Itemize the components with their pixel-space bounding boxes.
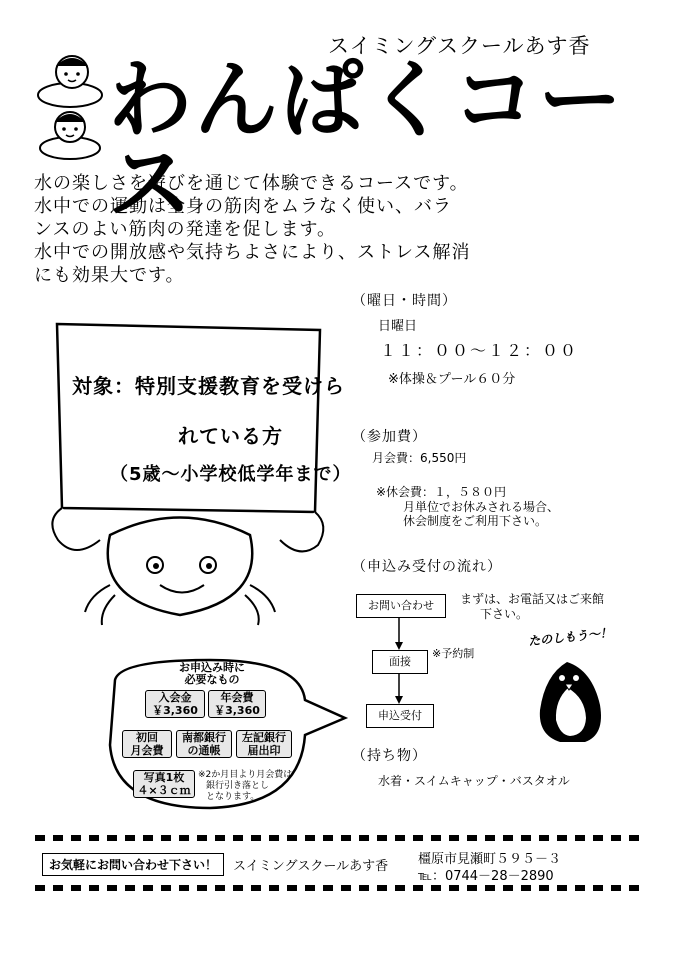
- monthly-fee: 月会費：6,550円: [372, 451, 467, 465]
- entry-fee-label: 入会金: [158, 691, 192, 704]
- seal-line: 左記銀行: [242, 731, 286, 744]
- bubble-note-line: 銀行引き落とし: [206, 781, 270, 791]
- entry-fee-box: [145, 690, 205, 718]
- first-month-line: 月会費: [130, 744, 164, 757]
- entry-fee-value: ￥3,360: [152, 704, 198, 717]
- leave-fee: ※休会費：１，５８０円: [376, 485, 507, 499]
- belongings-heading: （持ち物）: [352, 748, 427, 764]
- flow-step-interview: 面接: [372, 650, 428, 674]
- bubble-note: [198, 770, 292, 803]
- footer-school-name: スイミングスクールあす香: [233, 859, 389, 874]
- bubble-heading-line: お申込み時に: [179, 661, 245, 674]
- intro-text: [34, 172, 654, 287]
- first-month-line: 初回: [136, 731, 158, 744]
- flow-step-application: 申込受付: [366, 704, 434, 728]
- footer-address: 橿原市見瀬町５９５－３: [418, 852, 562, 867]
- photo-box: [133, 770, 195, 798]
- penguin-icon: [540, 662, 601, 742]
- fee-heading: （参加費）: [352, 429, 427, 445]
- intro-line: 水中での運動は全身の筋肉をムラなく使い、バラ: [34, 196, 452, 217]
- schedule-day: 日曜日: [378, 319, 418, 334]
- leave-note-1: 月単位でお休みされる場合、: [403, 500, 560, 514]
- bubble-note-line: となります。: [206, 792, 260, 802]
- kid-swim-ring-icon: [40, 112, 100, 159]
- target-line-1: 対象：特別支援教育を受けら: [72, 374, 345, 398]
- flow-step-inquiry: お問い合わせ: [356, 594, 446, 618]
- flow-step2-note: ※予約制: [432, 647, 475, 660]
- contact-label: お気軽にお問い合わせ下さい！: [42, 853, 224, 876]
- intro-line: にも効果大です。: [34, 265, 185, 286]
- photo-line: ４×３ｃｍ: [137, 784, 191, 797]
- intro-line: ンスのよい筋肉の発達を促します。: [34, 219, 337, 240]
- first-month-fee-box: [122, 730, 172, 758]
- photo-line: 写真1枚: [143, 771, 185, 784]
- flow-step1-note: まずは、お電話又はご来館: [460, 592, 605, 606]
- schedule-time: １１：００～１２：００: [380, 341, 579, 360]
- annual-fee-label: 年会費: [220, 691, 254, 704]
- flow-step1-note-2: 下さい。: [480, 607, 529, 621]
- bubble-heading: [162, 662, 262, 686]
- annual-fee-value: ￥3,360: [214, 704, 260, 717]
- penguin-speech: たのしもう～！: [527, 625, 613, 649]
- bankbook-line: 南都銀行: [182, 731, 226, 744]
- belongings-items: 水着・スイムキャップ・バスタオル: [378, 774, 570, 788]
- bubble-note-line: ※2か月目より月会費は: [198, 770, 293, 780]
- bubble-heading-line: 必要なもの: [184, 673, 240, 686]
- target-line-3: （5歳～小学校低学年まで）: [110, 464, 352, 485]
- school-name-header: スイミングスクールあす香: [328, 34, 591, 58]
- schedule-heading: （曜日・時間）: [352, 293, 457, 309]
- bankbook-box: [176, 730, 232, 758]
- flow-heading: （申込み受付の流れ）: [352, 559, 502, 575]
- bankbook-line: の通帳: [187, 744, 221, 757]
- footer-phone: ℡：0744－28－2890: [418, 869, 554, 884]
- seal-line: 届出印: [247, 744, 281, 757]
- intro-line: 水中での開放感や気持ちよさにより、ストレス解消: [34, 242, 471, 263]
- target-line-2: れている方: [178, 424, 283, 448]
- intro-line: 水の楽しさを遊びを通じて体験できるコースです。: [34, 173, 469, 194]
- kid-swim-ring-icon: [38, 56, 102, 107]
- seal-box: [236, 730, 292, 758]
- annual-fee-box: [208, 690, 266, 718]
- schedule-note: ※体操＆プール６０分: [388, 372, 516, 387]
- leave-note-2: 休会制度をご利用下さい。: [403, 514, 548, 528]
- course-title: わんぱくコース: [108, 51, 625, 233]
